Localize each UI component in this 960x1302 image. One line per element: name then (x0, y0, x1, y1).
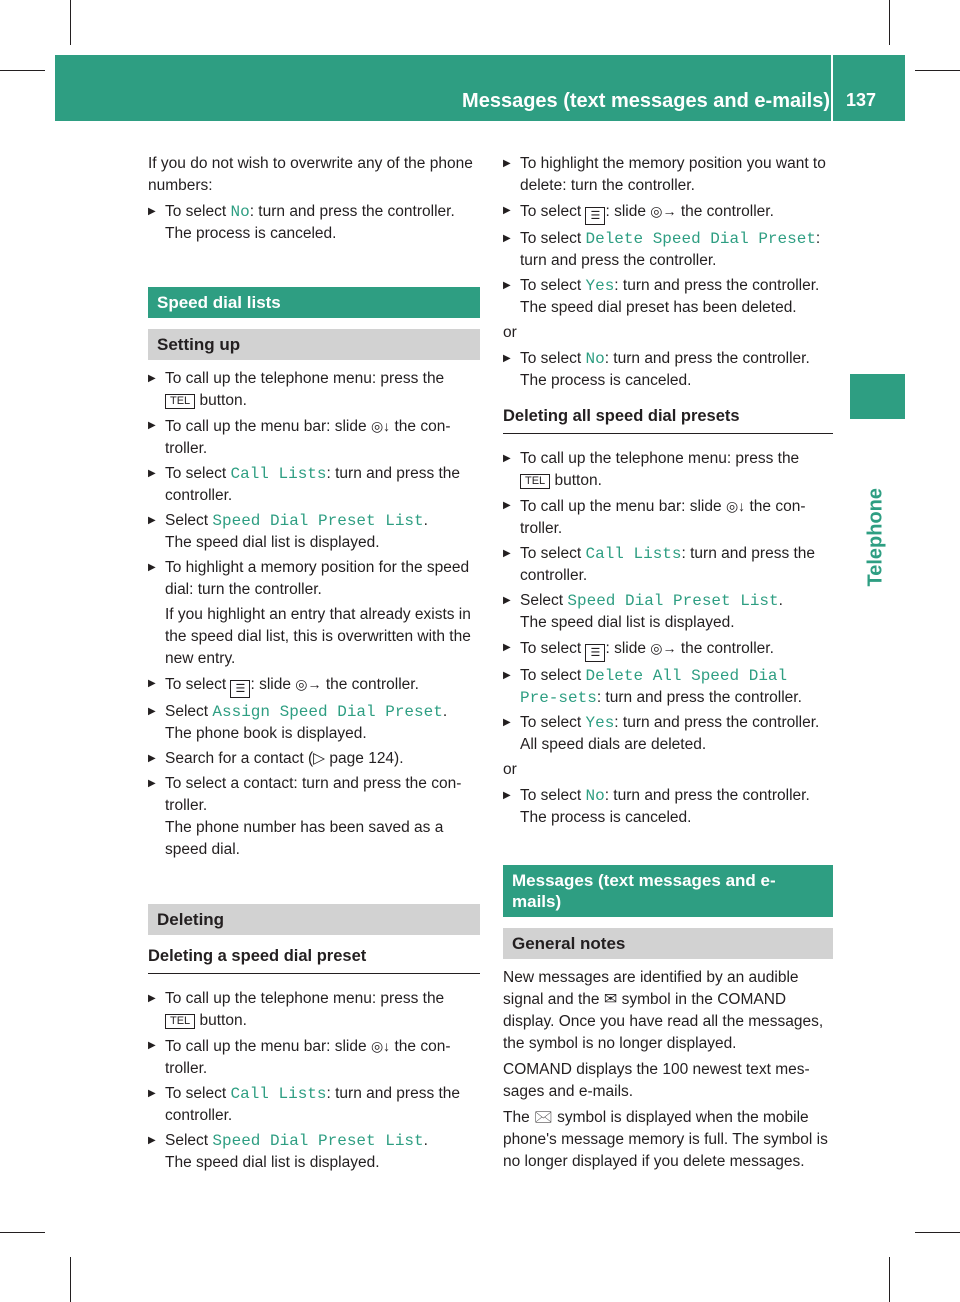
header-separator (831, 55, 833, 121)
instruction-step: ▶ To call up the telephone menu: press the TEL button. (148, 368, 480, 412)
menu-list-icon: ☰ (585, 207, 605, 225)
instruction-step: ▶ Select Speed Dial Preset List. The speed dial list is displayed. (148, 1130, 480, 1174)
instruction-step: ▶ To select Delete All Speed Dial Pre‐sets: turn and press the controller. (503, 665, 833, 709)
controller-slide-right-icon: ◎→ (295, 676, 322, 692)
instruction-step: ▶ To select Call Lists: turn and press the controller. (503, 543, 833, 587)
left-column (148, 153, 480, 1177)
crop-mark (915, 1232, 960, 1233)
instruction-step: ▶ To select Call Lists: turn and press the controller. (148, 1083, 480, 1127)
crop-mark (889, 0, 890, 45)
instruction-step: ▶ To select ☰ : slide ◎→ the controller. (503, 200, 833, 225)
body-paragraph: The 🖂 symbol is displayed when the mobile phone's message memory is full. The symbol is no longer displayed if you delete messages. (503, 1109, 828, 1170)
section-heading: Deleting a speed dial preset (148, 945, 480, 974)
instruction-step: ▶ To select Yes: turn and press the controller. The speed dial preset has been deleted. (503, 275, 833, 319)
instruction-step: ▶ To call up the menu bar: slide ◎↓ the con-troller. (503, 495, 833, 540)
subsection-bar: General notes (503, 928, 833, 959)
tel-key-icon: TEL (165, 1014, 195, 1029)
or-text: or (503, 761, 517, 778)
intro-text: If you do not wish to overwrite any of the phone numbers: (148, 155, 473, 194)
section-banner: Speed dial lists (148, 287, 480, 318)
subsection-bar: Setting up (148, 329, 480, 360)
crop-mark (889, 1257, 890, 1302)
memory-full-envelope-icon: 🖂 (534, 1109, 553, 1126)
running-header-title: Messages (text messages and e-mails) (462, 90, 830, 112)
section-heading: Deleting all speed dial presets (503, 405, 833, 434)
instruction-step: ▶ To select a contact: turn and press the con-troller. The phone number has been saved as a speed dial. (148, 773, 480, 861)
crop-mark (70, 1257, 71, 1302)
controller-slide-right-icon: ◎→ (650, 640, 677, 656)
instruction-step: ▶ To call up the menu bar: slide ◎↓ the con-troller. (148, 1035, 480, 1080)
menu-list-icon: ☰ (585, 644, 605, 662)
body-paragraph: COMAND displays the 100 newest text mes-sages and e-mails. (503, 1061, 810, 1100)
instruction-step: ▶ Search for a contact (▷ page 124). (148, 748, 480, 770)
instruction-step: ▶ To call up the telephone menu: press the TEL button. (503, 448, 833, 492)
instruction-step: ▶ To select Yes: turn and press the controller. All speed dials are deleted. (503, 712, 833, 756)
envelope-icon: ✉ (603, 991, 618, 1008)
instruction-step: ▶ To highlight a memory position for the speed dial: turn the controller. If you highlight an entry that already exists in the speed dial list, this is overwritten with the new entry. (148, 557, 480, 670)
instruction-step: ▶ Select Assign Speed Dial Preset. The phone book is displayed. (148, 701, 480, 745)
crop-mark (0, 70, 45, 71)
instruction-step: ▶ To select No: turn and press the controller. The process is canceled. (503, 785, 833, 829)
instruction-step: ▶ Select Speed Dial Preset List. The speed dial list is displayed. (503, 590, 833, 634)
instruction-step: ▶ To call up the menu bar: slide ◎↓ the con-troller. (148, 415, 480, 460)
instruction-step: ▶ To select No: turn and press the controller. The process is canceled. (503, 348, 833, 392)
right-column (503, 153, 833, 1177)
instruction-step: ▶ To select Call Lists: turn and press the controller. (148, 463, 480, 507)
instruction-step: ▶ To highlight the memory position you want to delete: turn the controller. (503, 153, 833, 197)
instruction-step: ▶ To select Delete Speed Dial Preset: turn and press the controller. (503, 228, 833, 272)
tel-key-icon: TEL (520, 474, 550, 489)
page-number: 137 (846, 90, 877, 110)
section-banner: Messages (text messages and e-mails) (503, 865, 833, 917)
controller-slide-down-icon: ◎↓ (725, 498, 746, 514)
crop-mark (915, 70, 960, 71)
section-tab-label: Telephone (864, 487, 887, 587)
crop-mark (0, 1232, 45, 1233)
instruction-step: ▶ Select Speed Dial Preset List. The speed dial list is displayed. (148, 510, 480, 554)
controller-slide-right-icon: ◎→ (650, 203, 677, 219)
instruction-step: ▶ To select ☰ : slide ◎→ the controller. (148, 673, 480, 698)
instruction-step: ▶ To select No: turn and press the controller. The process is canceled. (148, 201, 480, 245)
tel-key-icon: TEL (165, 394, 195, 409)
menu-list-icon: ☰ (230, 680, 250, 698)
body-paragraph: New messages are identified by an audible signal and the ✉ symbol in the COMAND display. Once you have read all the messages, the symbol is no longer displayed. (503, 969, 824, 1052)
crop-mark (70, 0, 71, 45)
or-text: or (503, 324, 517, 341)
subsection-bar: Deleting (148, 904, 480, 935)
instruction-step: ▶ To select ☰ : slide ◎→ the controller. (503, 637, 833, 662)
controller-slide-down-icon: ◎↓ (370, 1038, 391, 1054)
instruction-step: ▶ To call up the telephone menu: press the TEL button. (148, 988, 480, 1032)
controller-slide-down-icon: ◎↓ (370, 418, 391, 434)
section-tab (850, 374, 905, 419)
